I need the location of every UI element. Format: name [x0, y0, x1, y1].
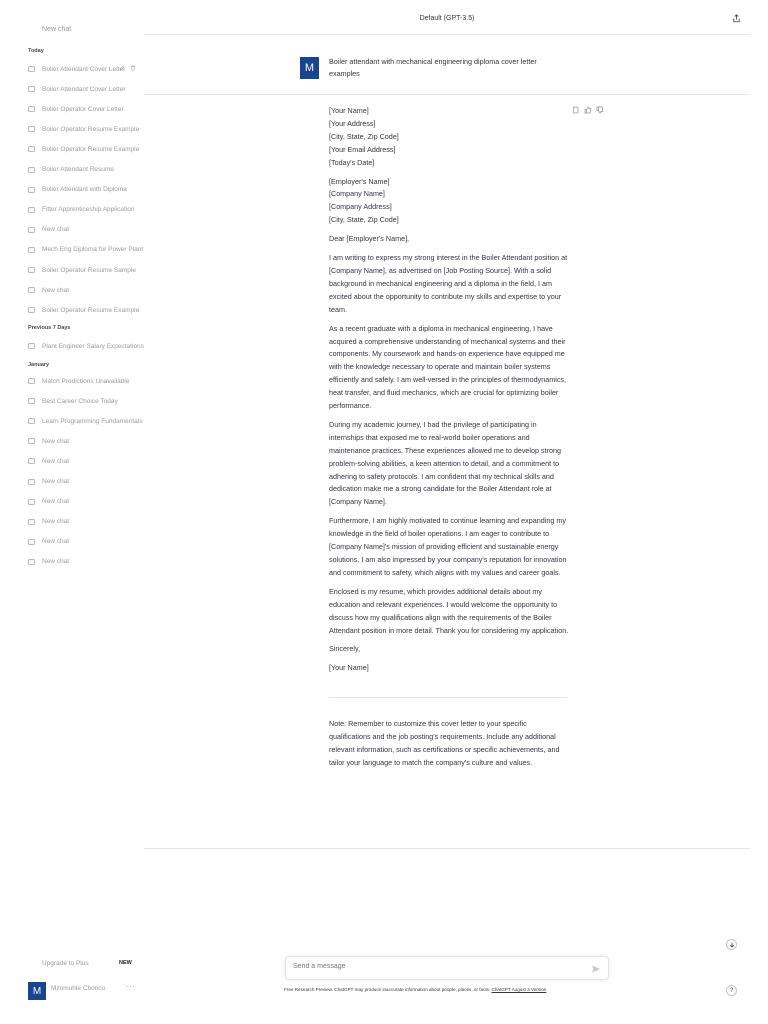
sidebar-chat-item[interactable] — [28, 304, 140, 316]
assistant-message — [329, 105, 569, 776]
sidebar-chat-item[interactable] — [28, 340, 144, 352]
chat-title: Mech Eng Diploma for Power Plant — [42, 246, 144, 254]
more-options-icon[interactable]: ··· — [126, 982, 136, 991]
sidebar-chat-item[interactable] — [28, 143, 140, 155]
chat-title: Learn Programming Fundamentals — [42, 417, 143, 425]
sender-address-block — [329, 105, 569, 170]
sidebar-chat-item[interactable] — [28, 476, 140, 488]
chat-bubble-icon — [28, 343, 35, 349]
sidebar-chat-item[interactable] — [28, 284, 140, 296]
thumbs-up-icon[interactable] — [584, 106, 592, 114]
avatar[interactable]: M — [28, 982, 46, 1000]
sidebar-chat-item[interactable] — [28, 536, 140, 548]
chat-bubble-icon — [28, 146, 35, 152]
sidebar-chat-item[interactable] — [28, 83, 140, 95]
chat-title: Boiler Operator Resume Example — [42, 125, 140, 133]
letter-paragraph: I am writing to express my strong interest in the Boiler Attendant position at [Company Name], as advertised on [Job Posting Source]. With a solid background in mechanical engineering and a diploma in the field, I am excited about the opportunity to contribute my skills and expertise to your team. — [329, 253, 568, 314]
chat-bubble-icon — [28, 66, 35, 72]
chat-bubble-icon — [28, 418, 35, 424]
chat-bubble-icon — [28, 438, 35, 444]
chat-title: Boiler Operator Resume Example — [42, 306, 140, 314]
sidebar-chat-item[interactable] — [28, 244, 144, 256]
chat-bubble-icon — [28, 287, 35, 293]
chat-title: Fitter Apprenticeship Application — [42, 206, 135, 214]
sidebar-chat-item[interactable] — [28, 204, 140, 216]
scroll-to-bottom-button[interactable] — [726, 939, 737, 950]
sidebar-chat-item[interactable] — [28, 184, 140, 196]
header-divider — [144, 34, 750, 35]
chat-bubble-icon — [28, 187, 35, 193]
chat-title: Boiler Attendant with Diploma — [42, 186, 127, 194]
chat-bubble-icon — [28, 479, 35, 485]
chat-title: New chat — [42, 558, 70, 566]
version-link[interactable]: ChatGPT August 3 Version — [491, 987, 547, 992]
copy-icon[interactable] — [572, 106, 580, 114]
chat-title: New chat — [42, 518, 70, 526]
recipient-address-block — [329, 176, 569, 228]
section-label: January — [28, 362, 50, 368]
message-divider — [144, 94, 750, 95]
recipient-line: [Company Address] — [329, 202, 392, 212]
sidebar-chat-item[interactable] — [28, 103, 140, 115]
delete-icon[interactable] — [130, 65, 136, 71]
chat-title: New chat — [42, 538, 70, 546]
chat-title: New chat — [42, 478, 70, 485]
answer-divider — [329, 697, 567, 698]
user-avatar: M — [300, 57, 319, 79]
arrow-down-icon — [729, 942, 735, 948]
chat-bubble-icon — [28, 499, 35, 505]
section-label: Today — [28, 48, 44, 54]
help-button[interactable]: ? — [726, 985, 737, 996]
share-icon[interactable] — [732, 14, 741, 23]
sidebar-chat-item[interactable] — [28, 264, 140, 276]
sidebar-chat-item[interactable] — [28, 556, 140, 568]
chat-title: Boiler Attendant Cover Letter — [42, 85, 126, 93]
new-badge: NEW — [119, 960, 132, 966]
sidebar-chat-item[interactable] — [28, 516, 140, 528]
chat-title: New chat — [42, 498, 70, 506]
chat-bubble-icon — [28, 167, 35, 173]
new-chat-button[interactable]: New chat — [42, 26, 72, 33]
closing: Sincerely, — [329, 644, 361, 654]
sidebar — [0, 0, 144, 1024]
chat-bubble-icon — [28, 539, 35, 545]
sender-line: [Today's Date] — [329, 157, 375, 167]
chat-bubble-icon — [28, 227, 35, 233]
conversation-end-divider — [144, 848, 750, 849]
section-label: Previous 7 Days — [28, 325, 71, 331]
sidebar-chat-item[interactable] — [28, 375, 140, 387]
chat-bubble-icon — [28, 247, 35, 253]
chat-title: New chat — [42, 286, 70, 294]
salutation: Dear [Employer's Name], — [329, 234, 410, 244]
chat-bubble-icon — [28, 378, 35, 384]
chat-title: Plant Engineer Salary Expectations — [42, 342, 144, 350]
chat-title: New chat — [42, 437, 70, 445]
sidebar-chat-item[interactable] — [28, 123, 140, 135]
letter-paragraph: Enclosed is my resume, which provides additional details about my education and relevant experiences. I would welcome the opportunity to discuss how my qualifications align with the requirements of the Boiler Attendant position in more detail. Thank you for considering my application. — [329, 586, 569, 635]
chat-title: New chat — [42, 457, 70, 465]
message-input[interactable] — [293, 963, 573, 970]
chat-bubble-icon — [28, 207, 35, 213]
chat-bubble-icon — [28, 307, 35, 313]
sidebar-chat-item[interactable] — [28, 435, 140, 447]
sender-line: [Your Address] — [329, 118, 376, 128]
chat-title: Boiler Operator Cover Letter — [42, 105, 124, 113]
sidebar-chat-item[interactable] — [28, 496, 140, 508]
chat-bubble-icon — [28, 398, 35, 404]
chat-bubble-icon — [28, 86, 35, 92]
chat-bubble-icon — [28, 519, 35, 525]
recipient-line: [City, State, Zip Code] — [329, 215, 399, 225]
user-name[interactable]: Mzomuhle Chonco — [51, 985, 106, 992]
signature: [Your Name] — [329, 663, 369, 673]
chat-title: Match Predictions Unavailable — [42, 377, 130, 385]
chat-title: New chat — [42, 226, 70, 234]
chat-title: Boiler Operator Resume Example — [42, 145, 140, 153]
chat-title: Best Career Choice Today — [42, 397, 118, 405]
sidebar-chat-item[interactable] — [28, 415, 143, 427]
letter-paragraph: As a recent graduate with a diploma in mechanical engineering, I have acquired a comprehensive understanding of mechanical systems and their components. My coursework and hands-on experience have equipped me with the knowledge necessary to operate and maintain boiler systems efficiently and safely. I am well-versed in the principles of thermodynamics, heat transfer, and fluid mechanics, which are crucial for optimizing boiler performance. — [329, 323, 567, 411]
user-message: Boiler attendant with mechanical engineering diploma cover letter examples — [329, 57, 537, 78]
chat-bubble-icon — [28, 559, 35, 565]
sidebar-chat-item[interactable] — [28, 395, 140, 407]
sender-line: [Your Name] — [329, 106, 369, 115]
sidebar-chat-item[interactable] — [28, 63, 140, 75]
sidebar-chat-item[interactable] — [28, 224, 140, 236]
upgrade-to-plus-button[interactable]: Upgrade to Plus — [42, 960, 89, 967]
letter-paragraph: During my academic journey, I had the privilege of participating in internships that exposed me to real-world boiler operations and maintenance practices. These experiences allowed me to develop strong problem-solving abilities, a keen attention to detail, and a commitment to adhering to safety protocols. I am confident that my technical skills and dedication make me a strong candidate for the Boiler Attendant role at [Company Name]. — [329, 419, 561, 507]
message-composer — [285, 956, 609, 980]
chat-bubble-icon — [28, 458, 35, 464]
chat-title: Boiler Attendant Cover Letter — [42, 65, 126, 73]
response-actions — [572, 106, 604, 114]
chat-bubble-icon — [28, 126, 35, 132]
sidebar-chat-item[interactable] — [28, 164, 140, 176]
sidebar-chat-item[interactable] — [28, 455, 140, 467]
send-icon[interactable] — [591, 964, 601, 974]
footer-text: Free Research Preview. ChatGPT may produce inaccurate information about people, places, or facts. — [284, 987, 492, 992]
chat-title: Boiler Attendant Resume — [42, 166, 114, 173]
sender-line: [Your Email Address] — [329, 144, 396, 154]
note: Note: Remember to customize this cover letter to your specific qualifications and the job posting's requirements. Include any additional relevant information, such as certifications or specific achievements, and tailor your language to match the company's culture and values. — [329, 719, 560, 767]
model-title[interactable]: Default (GPT-3.5) — [419, 15, 475, 22]
recipient-line: [Employer's Name] — [329, 176, 390, 186]
letter-body — [329, 252, 569, 637]
thumbs-down-icon[interactable] — [596, 106, 604, 114]
chat-bubble-icon — [28, 267, 35, 273]
edit-icon[interactable] — [119, 65, 125, 71]
recipient-line: [Company Name] — [329, 189, 385, 199]
chat-item-actions — [119, 65, 136, 71]
chat-bubble-icon — [28, 106, 35, 112]
footer-disclaimer — [284, 987, 614, 992]
letter-paragraph: Furthermore, I am highly motivated to continue learning and expanding my knowledge in the field of boiler operations. I am eager to contribute to [Company Name]'s mission of providing efficient and sustainable energy solutions. I am also impressed by your company's reputation for innovation and commitment to safety, which aligns with my values and career goals. — [329, 516, 567, 577]
sender-line: [City, State, Zip Code] — [329, 131, 399, 141]
chat-title: Boiler Operator Resume Sample — [42, 266, 136, 274]
